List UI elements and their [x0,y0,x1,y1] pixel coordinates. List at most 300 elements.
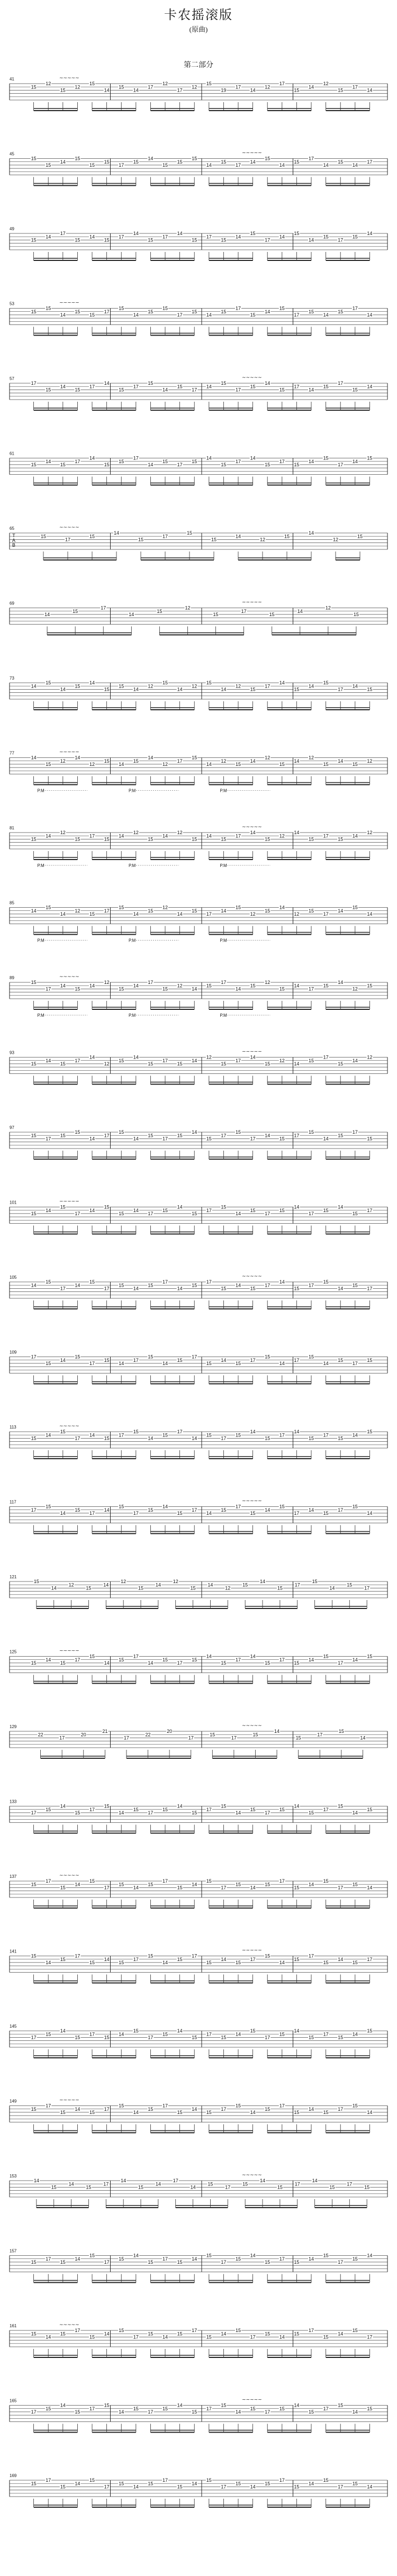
vibrato-mark: ~~~~~ [242,600,262,605]
fret-number: 15 [352,1211,358,1217]
fret-number: 14 [129,612,134,618]
fret-number: 15 [250,2028,256,2034]
fret-number: 17 [265,1211,270,1217]
fret-number: 15 [31,2259,37,2265]
palm-mute-label: P.M [220,938,227,943]
fret-number: 15 [221,309,227,314]
fret-number: 15 [308,1435,314,1441]
fret-number: 14 [119,1361,124,1367]
fret-number: 15 [352,905,358,910]
fret-number: 14 [308,1882,314,1887]
fret-number: 17 [177,758,183,764]
fret-number: 14 [250,1885,256,1891]
fret-number: 14 [294,983,300,989]
fret-number: 15 [206,1878,212,1884]
fret-number: 15 [104,159,110,165]
fret-number: 15 [279,2031,285,2037]
fret-number: 17 [221,1885,227,1891]
fret-number: 14 [221,2331,227,2337]
measure-number: 121 [10,1575,17,1579]
fret-number: 15 [308,309,314,314]
fret-number: 17 [119,162,124,168]
fret-number: 14 [352,1810,358,1816]
fret-number: 15 [221,836,227,842]
vibrato-mark: ~~~~~ [242,1274,262,1279]
measure-number: 49 [10,227,14,231]
fret-number: 15 [235,2481,241,2487]
fret-number: 14 [133,1054,139,1060]
fret-number: 15 [162,162,168,168]
fret-number: 12 [104,1061,110,1067]
fret-number: 14 [235,534,241,539]
fret-number: 14 [155,1582,161,1588]
fret-number: 17 [367,2334,373,2340]
vibrato-mark: ~~~~~ [59,2322,79,2328]
vibrato-mark: ~~~~~ [242,1049,262,1055]
fret-number: 17 [338,381,344,386]
fret-number: 17 [192,387,197,393]
fret-number: 15 [352,2103,358,2109]
fret-number: 15 [148,1061,154,1067]
fret-number: 17 [323,1806,329,1812]
fret-number: 14 [265,1133,270,1138]
fret-number: 14 [133,2484,139,2490]
fret-number: 15 [206,2334,212,2340]
fret-number: 15 [119,1211,124,1217]
fret-number: 14 [75,2106,80,2112]
fret-number: 14 [308,1657,314,1662]
fret-number: 14 [338,1286,344,1291]
fret-number: 17 [104,2484,110,2490]
fret-number: 14 [162,1361,168,1367]
fret-number: 17 [75,1057,80,1063]
fret-number: 17 [104,1885,110,1891]
fret-number: 17 [323,2406,329,2411]
fret-number: 14 [250,2484,256,2490]
fret-number: 15 [265,1061,270,1067]
fret-number: 14 [33,2178,39,2184]
fret-number: 15 [60,2484,66,2490]
fret-number: 15 [46,762,51,767]
fret-number: 15 [206,1136,212,1142]
fret-number: 15 [279,387,285,393]
fret-number: 15 [119,84,124,90]
document-subtitle: (原曲) [189,25,208,33]
measure-number: 145 [10,2024,17,2029]
fret-number: 14 [148,156,154,161]
fret-number: 17 [31,1810,37,1816]
fret-number: 15 [250,1286,256,1291]
fret-number: 12 [352,986,358,992]
measure-number: 93 [10,1050,14,1055]
fret-number: 14 [279,1960,285,1966]
fret-number: 14 [294,2402,300,2408]
fret-number: 17 [162,2256,168,2262]
measure-number: 169 [10,2473,17,2478]
fret-number: 14 [221,1357,227,1363]
fret-number: 17 [75,1435,80,1441]
fret-number: 15 [60,1133,66,1138]
fret-number: 15 [294,1286,300,1291]
fret-number: 15 [177,1357,183,1363]
fret-number: 15 [308,836,314,842]
fret-number: 14 [133,1885,139,1891]
fret-number: 14 [192,1435,197,1441]
fret-number: 15 [119,1057,124,1063]
fret-number: 14 [206,1653,212,1659]
fret-number: 15 [162,305,168,311]
fret-number: 12 [367,1054,373,1060]
fret-number: 15 [46,1361,51,1367]
fret-number: 15 [177,384,183,390]
fret-number: 17 [308,986,314,992]
fret-number: 14 [338,2331,344,2337]
fret-number: 15 [265,1882,270,1887]
fret-number: 17 [265,2409,270,2415]
fret-number: 15 [89,1878,95,1884]
fret-number: 15 [104,758,110,764]
fret-number: 12 [75,84,80,90]
tab-clef: A [12,538,16,543]
fret-number: 15 [157,608,163,614]
fret-number: 17 [31,381,37,386]
fret-number: 15 [138,537,144,543]
fret-number: 14 [367,312,373,318]
fret-number: 15 [31,84,37,90]
palm-mute-label: P.M [37,863,44,868]
fret-number: 15 [75,387,80,393]
fret-number: 15 [338,2035,344,2040]
vibrato-mark: ~~~~~ [242,2397,262,2403]
fret-number: 15 [60,2110,66,2116]
fret-number: 15 [235,1882,241,1887]
fret-number: 17 [89,1806,95,1812]
fret-number: 15 [364,2184,370,2190]
fret-number: 14 [192,2481,197,2487]
fret-number: 15 [250,2406,256,2411]
fret-number: 14 [104,2331,110,2337]
fret-number: 14 [119,1810,124,1816]
fret-number: 14 [133,1207,139,1213]
fret-number: 17 [206,1806,212,1812]
fret-number: 15 [46,162,51,168]
fret-number: 15 [60,1061,66,1067]
fret-number: 15 [352,1504,358,1510]
vibrato-mark: ~~~~~ [242,1948,262,1954]
measure-number: 105 [10,1275,17,1280]
fret-number: 15 [75,986,80,992]
fret-number: 15 [277,2184,283,2190]
fret-number: 14 [308,2481,314,2487]
fret-number: 14 [265,1507,270,1513]
fret-number: 17 [46,986,51,992]
fret-number: 15 [60,2259,66,2265]
fret-number: 17 [221,2106,227,2112]
fret-number: 14 [60,983,66,989]
fret-number: 12 [225,1585,231,1591]
fret-number: 15 [221,159,227,165]
fret-number: 14 [259,1579,266,1585]
measure-number: 73 [10,676,14,681]
fret-number: 17 [294,2181,300,2187]
fret-number: 15 [338,1729,344,1734]
fret-number: 15 [221,1507,227,1513]
fret-number: 14 [221,908,227,914]
fret-number: 15 [31,1133,37,1138]
fret-number: 17 [265,2035,270,2040]
fret-number: 17 [241,608,247,614]
fret-number: 14 [312,2178,318,2184]
fret-number: 12 [185,605,191,611]
fret-number: 14 [133,312,139,318]
fret-number: 15 [192,458,197,464]
fret-number: 12 [192,683,197,689]
fret-number: 14 [192,1129,197,1135]
fret-number: 15 [367,1136,373,1142]
fret-number: 12 [104,980,110,986]
fret-number: 17 [148,2035,154,2040]
fret-number: 15 [148,381,154,386]
fret-number: 14 [250,159,256,165]
fret-number: 14 [192,2256,197,2262]
fret-number: 17 [104,309,110,314]
fret-number: 17 [75,458,80,464]
palm-mute-label: P.M [220,788,227,793]
fret-number: 14 [279,234,285,240]
fret-number: 15 [294,1660,300,1666]
fret-number: 15 [192,1282,197,1288]
fret-number: 15 [104,1435,110,1441]
fret-number: 14 [133,686,139,692]
fret-number: 17 [192,2328,197,2334]
fret-number: 14 [44,612,50,618]
fret-number: 14 [162,833,168,839]
palm-mute-label: P.M [129,938,136,943]
fret-number: 17 [265,1810,270,1816]
fret-number: 15 [51,2184,57,2190]
fret-number: 15 [192,755,197,761]
fret-number: 15 [265,1435,270,1441]
fret-number: 15 [323,2478,329,2483]
fret-number: 15 [206,983,212,989]
fret-number: 15 [206,81,212,87]
fret-number: 17 [317,1732,323,1738]
fret-number: 14 [294,758,300,764]
fret-number: 15 [294,2484,300,2490]
fret-number: 15 [323,762,329,767]
fret-number: 14 [31,908,37,914]
fret-number: 15 [323,384,329,390]
fret-number: 14 [235,234,241,240]
fret-number: 14 [207,1582,213,1588]
fret-number: 14 [250,2110,256,2116]
fret-number: 15 [104,2035,110,2040]
fret-number: 17 [148,1810,154,1816]
fret-number: 15 [75,2409,80,2415]
fret-number: 14 [89,1054,95,1060]
fret-number: 15 [323,1960,329,1966]
fret-number: 15 [206,2478,212,2483]
fret-number: 17 [104,1286,110,1291]
fret-number: 15 [148,1507,154,1513]
fret-number: 17 [221,980,227,986]
fret-number: 14 [308,458,314,464]
fret-number: 15 [221,1803,227,1809]
fret-number: 15 [60,1429,66,1435]
fret-number: 17 [206,1207,212,1213]
fret-number: 15 [177,1956,183,1962]
fret-number: 15 [46,387,51,393]
fret-number: 15 [221,381,227,386]
fret-number: 14 [192,2106,197,2112]
fret-number: 14 [60,384,66,390]
fret-number: 14 [352,833,358,839]
fret-number: 15 [104,237,110,243]
fret-number: 15 [308,1354,314,1360]
fret-number: 15 [89,1279,95,1285]
fret-number: 17 [133,1357,139,1363]
fret-number: 14 [352,1057,358,1063]
fret-number: 15 [265,2259,270,2265]
fret-number: 15 [177,1133,183,1138]
fret-number: 15 [89,534,95,539]
fret-number: 17 [162,1279,168,1285]
fret-number: 17 [265,1282,270,1288]
fret-number: 17 [338,686,344,692]
fret-number: 15 [138,1585,144,1591]
fret-number: 15 [338,159,344,165]
fret-number: 14 [121,2178,127,2184]
fret-number: 17 [46,2478,51,2483]
fret-number: 12 [367,830,373,836]
fret-number: 15 [265,1953,270,1959]
fret-number: 17 [123,1735,129,1741]
fret-number: 15 [192,2035,197,2040]
fret-number: 15 [308,908,314,914]
fret-number: 15 [206,1432,212,1438]
fret-number: 15 [352,1960,358,1966]
measure-number: 45 [10,151,14,157]
fret-number: 17 [338,462,344,468]
fret-number: 15 [148,1133,154,1138]
fret-number: 17 [221,2259,227,2265]
fret-number: 17 [119,234,124,240]
palm-mute-label: P.M [37,938,44,943]
fret-number: 15 [294,159,300,165]
fret-number: 15 [31,237,37,243]
fret-number: 15 [162,1207,168,1213]
fret-number: 15 [206,2110,212,2116]
fret-number: 15 [162,1657,168,1662]
fret-number: 15 [338,87,344,93]
fret-number: 17 [177,1660,183,1666]
fret-number: 17 [352,1361,358,1367]
fret-number: 15 [323,2110,329,2116]
fret-number: 15 [265,156,270,161]
fret-number: 17 [250,1956,256,1962]
fret-number: 15 [207,2181,213,2187]
fret-number: 15 [221,237,227,243]
fret-number: 15 [235,1432,241,1438]
fret-number: 14 [367,1511,373,1516]
fret-number: 17 [308,2328,314,2334]
fret-number: 15 [235,762,241,767]
fret-number: 17 [294,1357,300,1363]
fret-number: 14 [75,1282,80,1288]
fret-number: 15 [352,2256,358,2262]
fret-number: 14 [323,312,329,318]
fret-number: 17 [338,237,344,243]
fret-number: 15 [162,2031,168,2037]
fret-number: 17 [323,833,329,839]
measure-number: 165 [10,2398,17,2403]
fret-number: 17 [31,1354,37,1360]
fret-number: 15 [367,2406,373,2411]
fret-number: 15 [250,1207,256,1213]
fret-number: 14 [265,309,270,314]
fret-number: 15 [31,836,37,842]
fret-number: 17 [294,1133,300,1138]
fret-number: 15 [367,1357,373,1363]
fret-number: 12 [308,755,314,761]
fret-number: 14 [89,1432,95,1438]
fret-number: 15 [119,2256,124,2262]
fret-number: 14 [51,1585,57,1591]
fret-number: 15 [308,1057,314,1063]
fret-number: 14 [367,2110,373,2116]
fret-number: 15 [148,309,154,314]
fret-number: 15 [329,2184,335,2190]
fret-number: 14 [338,908,344,914]
fret-number: 14 [294,1204,300,1210]
fret-number: 15 [133,2406,139,2411]
fret-number: 12 [279,1057,285,1063]
fret-number: 15 [119,683,124,689]
fret-number: 14 [31,683,37,689]
fret-number: 15 [104,1803,110,1809]
fret-number: 15 [206,1960,212,1966]
measure-number: 57 [10,376,14,381]
measure-number: 81 [10,826,14,830]
fret-number: 15 [277,1585,283,1591]
fret-number: 14 [360,1735,366,1741]
fret-number: 14 [308,2256,314,2262]
fret-number: 17 [133,1956,139,1962]
fret-number: 14 [308,683,314,689]
fret-number: 17 [235,458,241,464]
fret-number: 15 [323,680,329,686]
fret-number: 15 [119,986,124,992]
fret-number: 17 [221,1435,227,1441]
fret-number: 15 [192,908,197,914]
fret-number: 15 [119,2328,124,2334]
fret-number: 12 [332,537,339,543]
fret-number: 14 [177,2402,183,2408]
fret-number: 14 [46,1057,51,1063]
fret-number: 14 [192,1057,197,1063]
fret-number: 15 [367,686,373,692]
fret-number: 15 [250,384,256,390]
measure-number: 69 [10,601,14,606]
fret-number: 14 [206,384,212,390]
fret-number: 15 [119,1504,124,1510]
fret-number: 12 [162,905,168,910]
fret-number: 17 [65,537,71,543]
fret-number: 15 [148,836,154,842]
fret-number: 15 [31,2481,37,2487]
measure-number: 129 [10,1724,17,1729]
fret-number: 15 [75,836,80,842]
